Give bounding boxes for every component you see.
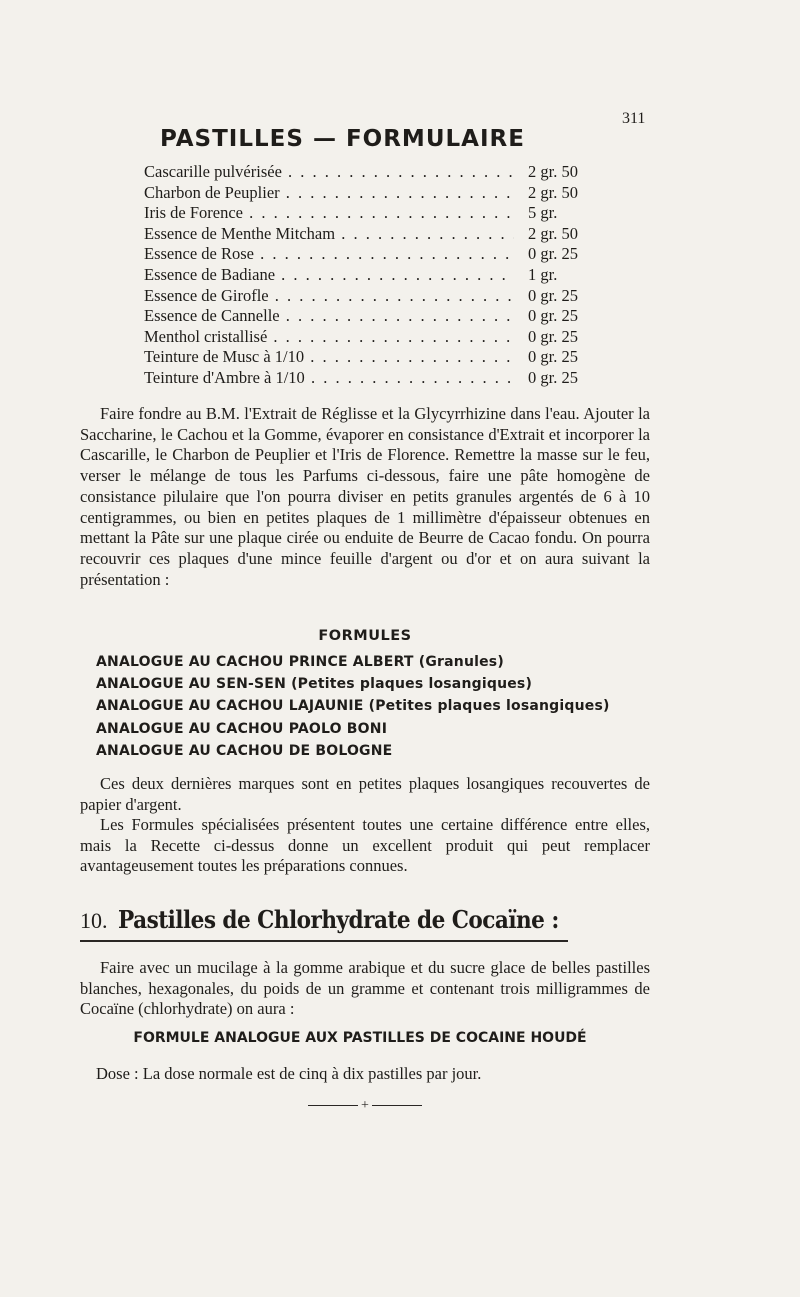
- running-head: PASTILLES — FORMULAIRE: [160, 126, 525, 152]
- ingredient-row: [144, 347, 624, 368]
- formula-item: ANALOGUE AU CACHOU LAJAUNIE (Petites plaques losangiques): [96, 698, 610, 715]
- ingredient-row: [144, 327, 624, 348]
- cross-icon: +: [361, 1098, 369, 1113]
- ingredient-quantity: 0 gr. 25: [528, 285, 578, 305]
- ingredient-row: [144, 244, 624, 265]
- ingredient-quantity: 5 gr.: [528, 203, 558, 223]
- section-number: 10.: [80, 908, 108, 933]
- ingredient-row: [144, 368, 624, 389]
- instructions-paragraph: Faire fondre au B.M. l'Extrait de Réglisse et la Glycyrrhizine dans l'eau. Ajouter la Saccharine, le Cachou et la Gomme, évaporer en consistance d'Extrait et incorporer la Cascarille, le Charbon de Peuplier et l'Iris de Florence. Remettre la masse sur le feu, verser le mélange de tous les Parfums ci-dessous, faire une pâte homogène de consistance pilulaire que l'on pourra diviser en petits granules argentés de 6 à 10 centigrammes, ou bien en petites plaques de 1 millimètre d'épaisseur obtenues en mettant la Pâte sur une plaque cirée ou enduite de Beurre de Cacao fondu. On pourra recouvrir ces plaques d'une mince feuille d'argent ou d'or et on aura suivant la présentation :: [80, 404, 650, 589]
- ingredient-list: [144, 162, 624, 389]
- formula-item: ANALOGUE AU CACHOU DE BOLOGNE: [96, 742, 393, 759]
- ingredient-quantity: 0 gr. 25: [528, 347, 578, 367]
- ingredient-row: [144, 183, 624, 204]
- page-number: 311: [622, 110, 646, 127]
- ornament-line-left: [308, 1105, 358, 1106]
- ingredient-row: [144, 286, 624, 307]
- ingredient-name: Cascarille pulvérisée . . .: [144, 162, 514, 183]
- ingredient-row: [144, 306, 624, 327]
- ingredient-quantity: 0 gr. 25: [528, 367, 578, 387]
- formula-item: ANALOGUE AU CACHOU PAOLO BONI: [96, 720, 388, 737]
- section-heading: [80, 905, 570, 934]
- cocaine-instructions-paragraph: Faire avec un mucilage à la gomme arabique et du sucre glace de belles pastilles blanches, hexagonales, du poids de un gramme et contenant trois milligrammes de Cocaïne (chlorhydrate) on aura :: [80, 958, 650, 1019]
- ingredient-quantity: 2 gr. 50: [528, 182, 578, 202]
- ingredient-row: [144, 265, 624, 286]
- formula-item: ANALOGUE AU CACHOU PRINCE ALBERT (Granules): [96, 654, 504, 670]
- ingredient-quantity: 0 gr. 25: [528, 244, 578, 264]
- ingredient-row: [144, 203, 624, 224]
- cocaine-formula-title: FORMULE ANALOGUE AUX PASTILLES DE COCAINE HOUDÉ: [133, 1030, 587, 1046]
- ingredient-quantity: 2 gr. 50: [528, 162, 578, 181]
- ingredient-name: Teinture de Musc à 1/10 . . .: [144, 347, 514, 368]
- note-paragraph: Ces deux dernières marques sont en petites plaques losangiques recouvertes de papier d'argent.: [80, 774, 650, 814]
- ingredient-name: Menthol cristallisé . . .: [144, 327, 514, 348]
- ingredient-quantity: 0 gr. 25: [528, 326, 578, 346]
- ingredient-row: [144, 162, 624, 183]
- ingredient-name: Essence de Girofle . . .: [144, 286, 514, 307]
- ingredient-name: Teinture d'Ambre à 1/10 . . .: [144, 368, 514, 389]
- dose-text: Dose : La dose normale est de cinq à dix pastilles par jour.: [96, 1064, 482, 1083]
- formulas-title: FORMULES: [318, 628, 412, 644]
- ingredient-name: Essence de Badiane . . .: [144, 265, 514, 286]
- ingredient-quantity: 0 gr. 25: [528, 306, 578, 326]
- ingredient-quantity: 1 gr.: [528, 264, 558, 284]
- comparison-paragraph: Les Formules spécialisées présentent toutes une certaine différence entre elles, mais la Recette ci-dessus donne un excellent produit qui peut remplacer avantageusement toutes les préparations connues.: [80, 815, 650, 876]
- ingredient-name: Essence de Menthe Mitcham . . .: [144, 224, 514, 245]
- ingredient-name: Charbon de Peuplier . . .: [144, 183, 514, 204]
- ingredient-quantity: 2 gr. 50: [528, 223, 578, 243]
- ingredient-row: [144, 224, 624, 245]
- section-title: Pastilles de Chlorhydrate de Cocaïne :: [117, 905, 559, 934]
- ornament-line-right: [372, 1105, 422, 1106]
- ingredient-name: Iris de Forence . . .: [144, 203, 514, 224]
- formula-item: ANALOGUE AU SEN-SEN (Petites plaques losangiques): [96, 676, 533, 693]
- end-ornament: [308, 1096, 422, 1116]
- ingredient-name: Essence de Cannelle . . .: [144, 306, 514, 327]
- ingredient-name: Essence de Rose . . .: [144, 244, 514, 265]
- formula-list: [96, 651, 610, 762]
- heading-underline: [80, 940, 568, 942]
